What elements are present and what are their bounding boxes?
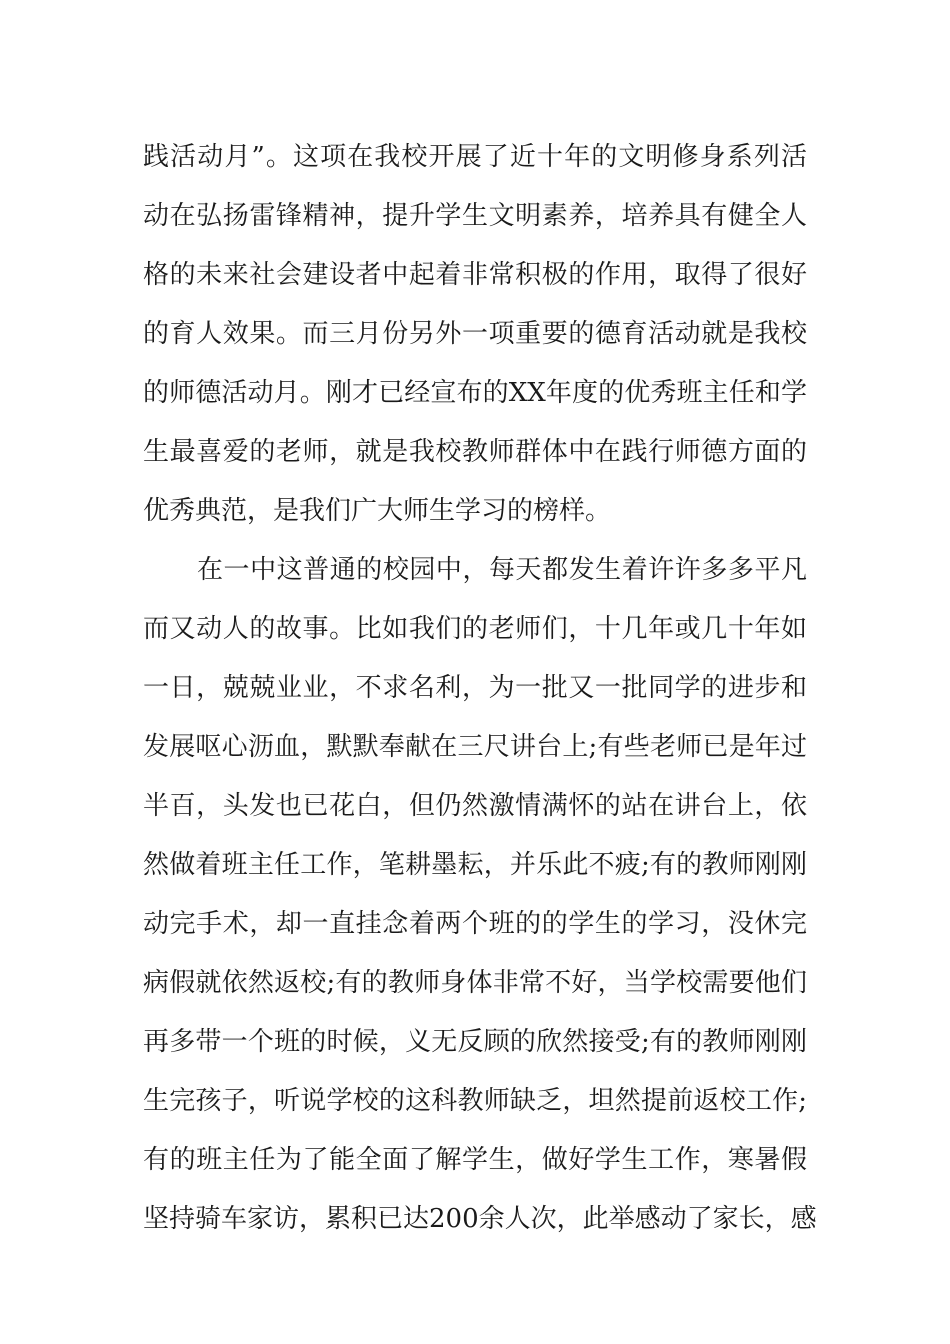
- paragraph-1: [143, 128, 807, 541]
- text-line: 践活动月”。这项在我校开展了近十年的文明修身系列活: [143, 142, 807, 172]
- text-line: 发展呕心沥血，默默奉献在三尺讲台上;有些老师已是年过: [143, 732, 807, 762]
- text-line: 而又动人的故事。比如我们的老师们，十几年或几十年如: [143, 614, 807, 644]
- text-line: 格的未来社会建设者中起着非常积极的作用，取得了很好: [143, 260, 807, 290]
- text-line: 在一中这普通的校园中，每天都发生着许许多多平凡: [197, 555, 807, 585]
- text-line: 动在弘扬雷锋精神，提升学生文明素养，培养具有健全人: [143, 201, 807, 231]
- text-line: 然做着班主任工作，笔耕墨耘，并乐此不疲;有的教师刚刚: [143, 850, 807, 880]
- text-line: 病假就依然返校;有的教师身体非常不好，当学校需要他们: [143, 968, 807, 998]
- text-line: 的师德活动月。刚才已经宣布的XX年度的优秀班主任和学: [143, 378, 807, 408]
- document-body: [143, 128, 817, 1308]
- paragraph-2: [143, 541, 817, 1308]
- text-line: 有的班主任为了能全面了解学生，做好学生工作，寒暑假: [143, 1145, 807, 1175]
- text-line: 生最喜爱的老师，就是我校教师群体中在践行师德方面的: [143, 437, 807, 467]
- text-line: 优秀典范，是我们广大师生学习的榜样。: [143, 496, 612, 526]
- text-line: 生完孩子，听说学校的这科教师缺乏，坦然提前返校工作;: [143, 1086, 807, 1116]
- text-line: 动完手术，却一直挂念着两个班的的学生的学习，没休完: [143, 909, 807, 939]
- text-line: 坚持骑车家访，累积已达200余人次，此举感动了家长，感: [143, 1204, 817, 1234]
- text-line: 半百，头发也已花白，但仍然激情满怀的站在讲台上，依: [143, 791, 807, 821]
- text-line: 再多带一个班的时候，义无反顾的欣然接受;有的教师刚刚: [143, 1027, 807, 1057]
- text-line: 一日，兢兢业业，不求名利，为一批又一批同学的进步和: [143, 673, 807, 703]
- text-line: 的育人效果。而三月份另外一项重要的德育活动就是我校: [143, 319, 807, 349]
- text-line: [143, 1249, 807, 1308]
